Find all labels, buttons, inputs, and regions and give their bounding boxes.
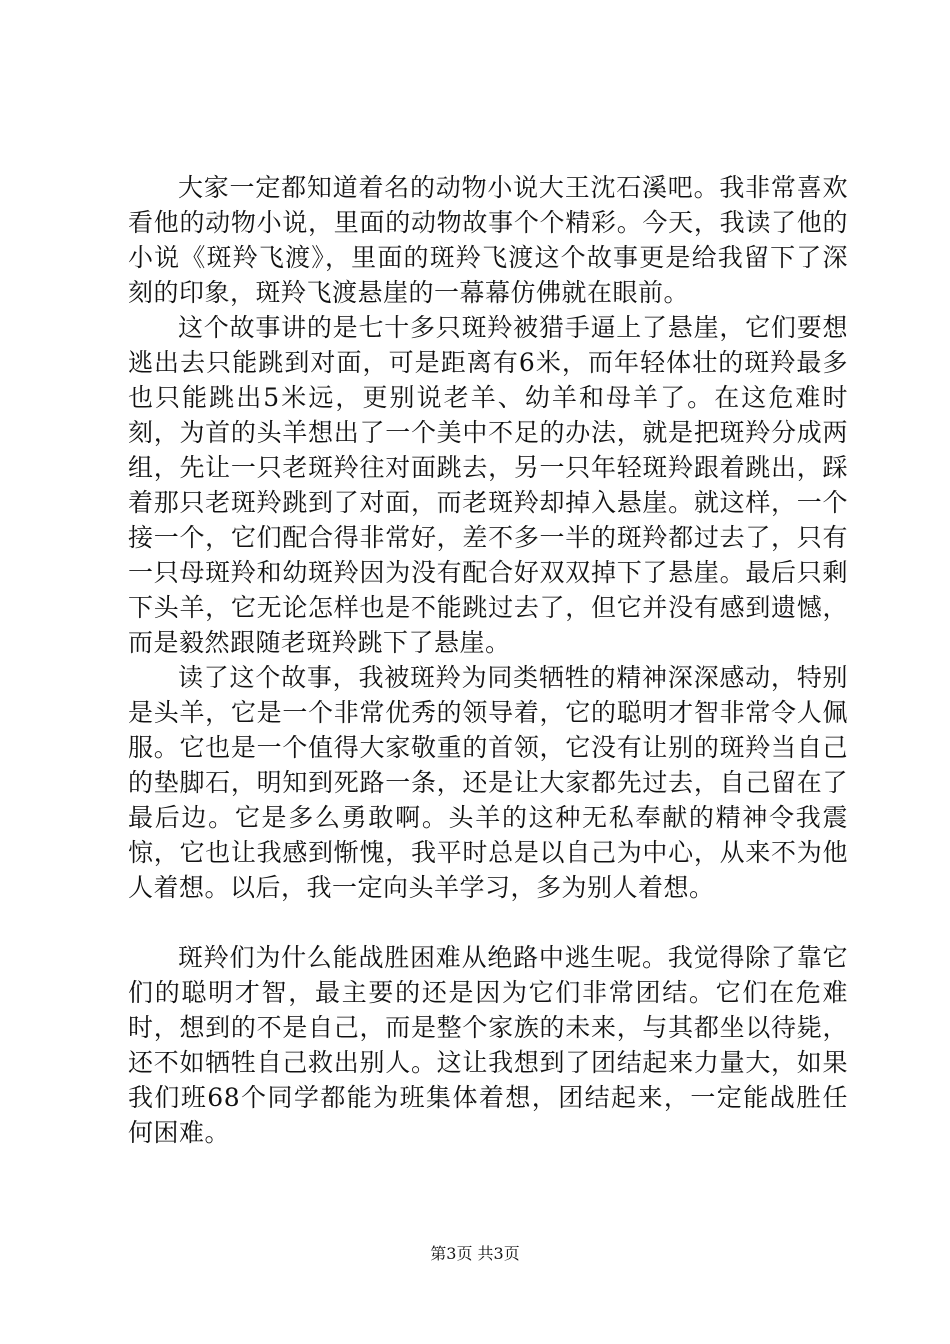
paragraph-2: 这个故事讲的是七十多只斑羚被猎手逼上了悬崖，它们要想逃出去只能跳到对面，可是距离有6米，而年轻体壮的斑羚最多也只能跳出5米远，更别说老羊、幼羊和母羊了。在这危难时刻，为首的头羊想出了一个美中不足的办法，就是把斑羚分成两组，先让一只老斑羚往对面跳去，另一只年轻斑羚跟着跳出，踩着那只老斑羚跳到了对面，而老斑羚却掉入悬崖。就这样，一个接一个，它们配合得非常好，差不多一半的斑羚都过去了，只有一只母斑羚和幼斑羚因为没有配合好双双掉下了悬崖。最后只剩下头羊，它无论怎样也是不能跳过去了，但它并没有感到遗憾，而是毅然跟随老斑羚跳下了悬崖。 xyxy=(128,313,848,657)
document-body xyxy=(128,170,848,1150)
paragraph-1: 大家一定都知道着名的动物小说大王沈石溪吧。我非常喜欢看他的动物小说，里面的动物故事个个精彩。今天，我读了他的小说《斑羚飞渡》，里面的斑羚飞渡这个故事更是给我留下了深刻的印象，斑羚飞渡悬崖的一幕幕仿佛就在眼前。 xyxy=(128,173,848,307)
paragraph-4: 斑羚们为什么能战胜困难从绝路中逃生呢。我觉得除了靠它们的聪明才智，最主要的还是因为它们非常团结。它们在危难时，想到的不是自己，而是整个家族的未来，与其都坐以待毙，还不如牺牲自己救出别人。这让我想到了团结起来力量大，如果我们班68个同学都能为班集体着想，团结起来，一定能战胜任何困难。 xyxy=(128,943,848,1147)
page-footer: 第3页 共3页 xyxy=(430,1244,520,1263)
paragraph-3: 读了这个故事，我被斑羚为同类牺牲的精神深深感动，特别是头羊，它是一个非常优秀的领导着，它的聪明才智非常令人佩服。它也是一个值得大家敬重的首领，它没有让别的斑羚当自己的垫脚石，明知到死路一条，还是让大家都先过去，自己留在了最后边。它是多么勇敢啊。头羊的这种无私奉献的精神令我震惊，它也让我感到惭愧，我平时总是以自己为中心，从来不为他人着想。以后，我一定向头羊学习，多为别人着想。 xyxy=(128,663,848,902)
